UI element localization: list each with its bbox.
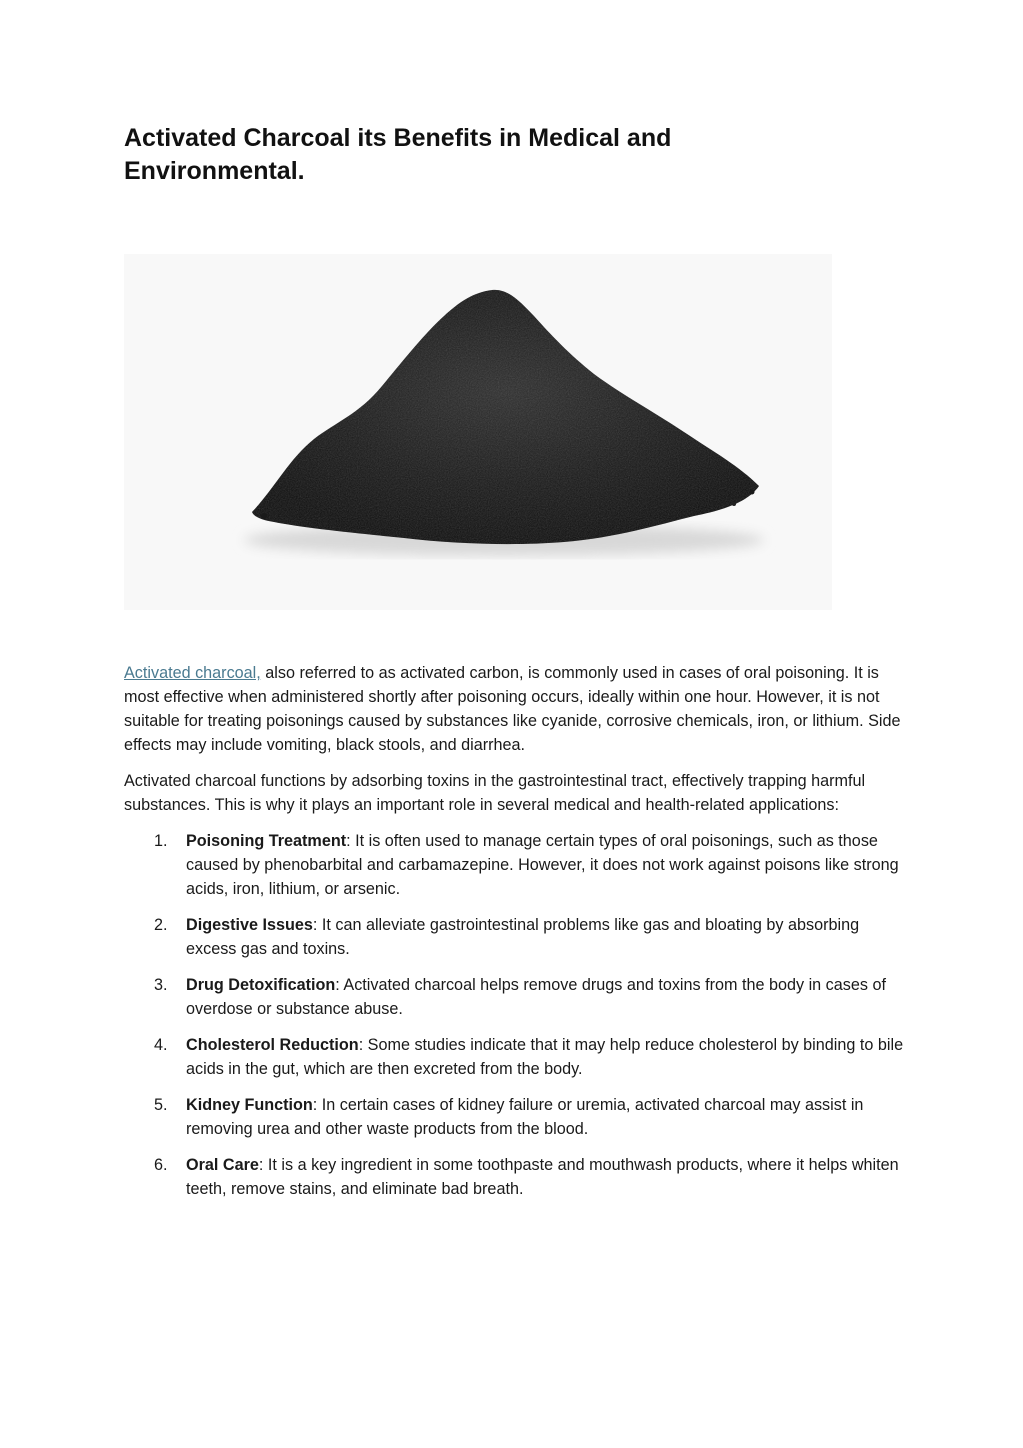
list-text: : It is a key ingredient in some toothpaste and mouthwash products, where it helps whiten teeth, remove stains, and eliminate bad breath.	[186, 1156, 899, 1198]
intro-paragraph	[124, 661, 904, 757]
list-term: Digestive Issues	[186, 916, 313, 934]
list-item	[124, 913, 904, 961]
list-number: 1.	[154, 832, 168, 850]
charcoal-pile-svg	[124, 254, 832, 610]
list-term: Cholesterol Reduction	[186, 1036, 359, 1054]
list-term: Oral Care	[186, 1156, 259, 1174]
list-text: : Activated charcoal helps remove drugs and toxins from the body in cases of overdose or substance abuse.	[186, 976, 886, 1018]
list-number: 3.	[154, 976, 168, 994]
page-title: Activated Charcoal its Benefits in Medical and Environmental.	[124, 124, 672, 185]
benefits-list	[124, 829, 904, 1201]
list-item	[124, 1033, 904, 1081]
article-body	[124, 661, 904, 1213]
list-item	[124, 1093, 904, 1141]
list-item	[124, 973, 904, 1021]
mechanism-paragraph: Activated charcoal functions by adsorbing toxins in the gastrointestinal tract, effectively trapping harmful substances. This is why it plays an important role in several medical and health-related applications:	[124, 772, 866, 814]
list-item	[124, 829, 904, 901]
list-term: Drug Detoxification	[186, 976, 336, 994]
list-item	[124, 1153, 904, 1201]
list-term: Kidney Function	[186, 1096, 313, 1114]
list-text: : In certain cases of kidney failure or uremia, activated charcoal may assist in removing urea and other waste products from the blood.	[186, 1096, 864, 1138]
intro-text: also referred to as activated carbon, is commonly used in cases of oral poisoning. It is most effective when administered shortly after poisoning occurs, ideally within one hour. However, it is not suitable for treating poisonings caused by substances like cyanide, corrosive chemicals, iron, or lithium. Side effects may include vomiting, black stools, and diarrhea.	[124, 664, 901, 754]
activated-charcoal-link[interactable]: Activated charcoal,	[124, 664, 261, 682]
list-number: 6.	[154, 1156, 168, 1174]
list-text: : It is often used to manage certain types of oral poisonings, such as those caused by phenobarbital and carbamazepine. However, it does not work against poisons like strong acids, iron, lithium, or arsenic.	[186, 832, 899, 898]
list-text: : It can alleviate gastrointestinal problems like gas and bloating by absorbing excess gas and toxins.	[186, 916, 860, 958]
charcoal-powder-pile-image	[124, 254, 832, 610]
list-term: Poisoning Treatment	[186, 832, 347, 850]
list-number: 4.	[154, 1036, 168, 1054]
list-number: 5.	[154, 1096, 168, 1114]
list-text: : Some studies indicate that it may help reduce cholesterol by binding to bile acids in the gut, which are then excreted from the body.	[186, 1036, 904, 1078]
list-number: 2.	[154, 916, 168, 934]
